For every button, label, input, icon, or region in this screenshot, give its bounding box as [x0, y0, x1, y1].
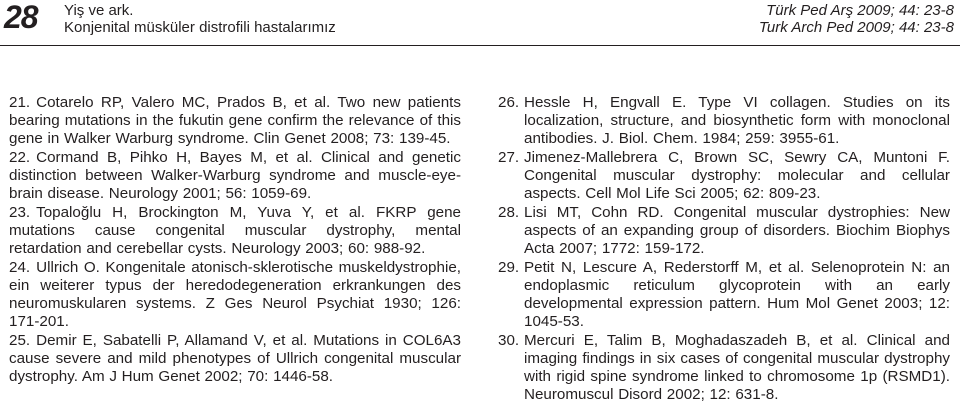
reference-number: 22. [9, 149, 31, 166]
reference-text: Lisi MT, Cohn RD. Congenital muscular dystrophies: New aspects of an expanding group of disorders. Biochim Biophys Acta 2007; 1772: 159-172. [524, 204, 950, 257]
reference-item [498, 332, 950, 404]
header-journal-en: Turk Arch Ped 2009; 44: 23-8 [758, 19, 954, 36]
reference-item [498, 149, 950, 203]
header-journal-tr: Türk Ped Arş 2009; 44: 23-8 [766, 2, 954, 19]
reference-item [9, 94, 461, 148]
header-rule [0, 45, 960, 46]
reference-text: Demir E, Sabatelli P, Allamand V, et al. Mutations in COL6A3 cause severe and mild phenotypes of Ullrich congenital muscular dystrophy. Am J Hum Genet 2002; 70: 1446-58. [9, 332, 461, 385]
header-article-title: Konjenital müsküler distrofili hastalarımız [64, 19, 336, 36]
reference-item [9, 332, 461, 386]
reference-text: Ullrich O. Kongenitale atonisch-sklerotische muskeldystrophie, ein weiterer typus der heredodegeneration erkrankungen des neuromuskularen systems. Z Ges Neurol Psychiat 1930; 126: 171-201. [9, 259, 461, 330]
reference-item [498, 259, 950, 331]
running-header-left [64, 2, 336, 36]
reference-number: 23. [9, 204, 31, 221]
reference-text: Petit N, Lescure A, Rederstorff M, et al. Selenoprotein N: an endoplasmic reticulum glycoprotein with an early developmental expression pattern. Hum Mol Genet 2003; 12: 1045-53. [524, 259, 950, 330]
reference-number: 24. [9, 259, 31, 276]
header-authors: Yiş ve ark. [64, 2, 134, 19]
reference-text: Topaloğlu H, Brockington M, Yuva Y, et al. FKRP gene mutations cause congenital muscular dystrophy, mental retardation and cerebellar cysts. Neurology 2003; 60: 988-92. [9, 204, 461, 257]
reference-text: Jimenez-Mallebrera C, Brown SC, Sewry CA, Muntoni F. Congenital muscular dystrophy: molecular and cellular aspects. Cell Mol Life Sci 2005; 62: 809-23. [524, 149, 950, 202]
reference-item [498, 94, 950, 148]
page-number: 28 [4, 0, 38, 35]
reference-number: 27. [498, 149, 520, 166]
reference-item [498, 204, 950, 258]
references-column-right [498, 94, 950, 405]
reference-item [9, 259, 461, 331]
running-header-right [759, 2, 954, 36]
reference-number: 26. [498, 94, 520, 111]
reference-item [9, 204, 461, 258]
reference-number: 25. [9, 332, 31, 349]
reference-text: Mercuri E, Talim B, Moghadaszadeh B, et al. Clinical and imaging findings in six cases of congenital muscular dystrophy with rigid spine syndrome linked to chromosome 1p (RSMD1). Neuromuscul Disord 2002; 12: 631-8. [524, 332, 950, 403]
reference-number: 29. [498, 259, 520, 276]
reference-text: Hessle H, Engvall E. Type VI collagen. Studies on its localization, structure, and biosynthetic form with monoclonal antibodies. J. Biol. Chem. 1984; 259: 3955-61. [524, 94, 950, 147]
reference-item [9, 149, 461, 203]
reference-number: 21. [9, 94, 31, 111]
reference-number: 28. [498, 204, 520, 221]
reference-text: Cormand B, Pihko H, Bayes M, et al. Clinical and genetic distinction between Walker-Warburg syndrome and muscle-eye-brain disease. Neurology 2001; 56: 1059-69. [9, 149, 461, 202]
reference-text: Cotarelo RP, Valero MC, Prados B, et al. Two new patients bearing mutations in the fukutin gene confirm the relevance of this gene in Walker Warburg syndrome. Clin Genet 2008; 73: 139-45. [9, 94, 461, 147]
reference-number: 30. [498, 332, 520, 349]
references-column-left [9, 94, 461, 387]
